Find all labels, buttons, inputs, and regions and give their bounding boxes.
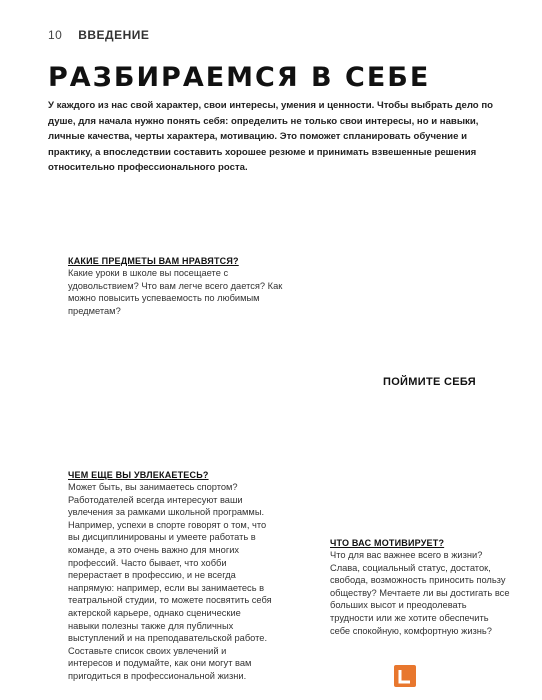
motivation-block <box>330 538 510 637</box>
subjects-heading: КАКИЕ ПРЕДМЕТЫ ВАМ НРАВЯТСЯ? <box>68 256 239 266</box>
section-title: ВВЕДЕНИЕ <box>78 28 150 42</box>
center-label: ПОЙМИТЕ СЕБЯ <box>383 376 476 388</box>
subjects-text: Какие уроки в школе вы посещаете с удовольствием? Что вам легче всего дается? Как можно повысить успеваемость по любимым предметам? <box>68 268 283 316</box>
page-header <box>48 28 149 42</box>
page-title: РАЗБИРАЕМСЯ В СЕБЕ <box>48 62 431 93</box>
intro-paragraph: У каждого из нас свой характер, свои интересы, умения и ценности. Чтобы выбрать дело по душе, для начала нужно понять себя: определить не только свои интересы, но и навыки, личные качества, черты характера, мотивацию. Это поможет спланировать обучение и практику, а впоследствии составить хорошее резюме и принимать взвешенные решения относительно профессионального роста. <box>48 100 493 173</box>
motivation-heading: ЧТО ВАС МОТИВИРУЕТ? <box>330 538 445 548</box>
hobbies-block <box>68 470 273 683</box>
subjects-block <box>68 256 283 317</box>
labirint-logo-icon <box>394 665 416 687</box>
motivation-text: Что для вас важнее всего в жизни? Слава, социальный статус, достаток, свобода, возможность приносить пользу обществу? Мечтаете ли вы достигать все больших высот и преодолевать трудности или же хотите обеспечить себе спокойную, комфортную жизнь? <box>330 550 510 636</box>
hobbies-text: Может быть, вы занимаетесь спортом? Работодателей всегда интересуют ваши увлечения за рамками школьной программы. Например, успехи в спорте говорят о том, что вы дисциплинированы и умеете работать в команде, а это очень важно для многих профессий. Часто бывает, что хобби перерастает в профессию, и не всегда напрямую: например, если вы занимаетесь в театральной студии, то можете посвятить себя актерской карьере, однако сценические навыки полезны также для публичных выступлений и на преподавательской работе. Составьте список своих увлечений и интересов и подумайте, как они могут вам пригодиться в профессиональной жизни. <box>68 482 272 681</box>
page-number: 10 <box>48 28 63 42</box>
hobbies-heading: ЧЕМ ЕЩЕ ВЫ УВЛЕКАЕТЕСЬ? <box>68 470 209 480</box>
